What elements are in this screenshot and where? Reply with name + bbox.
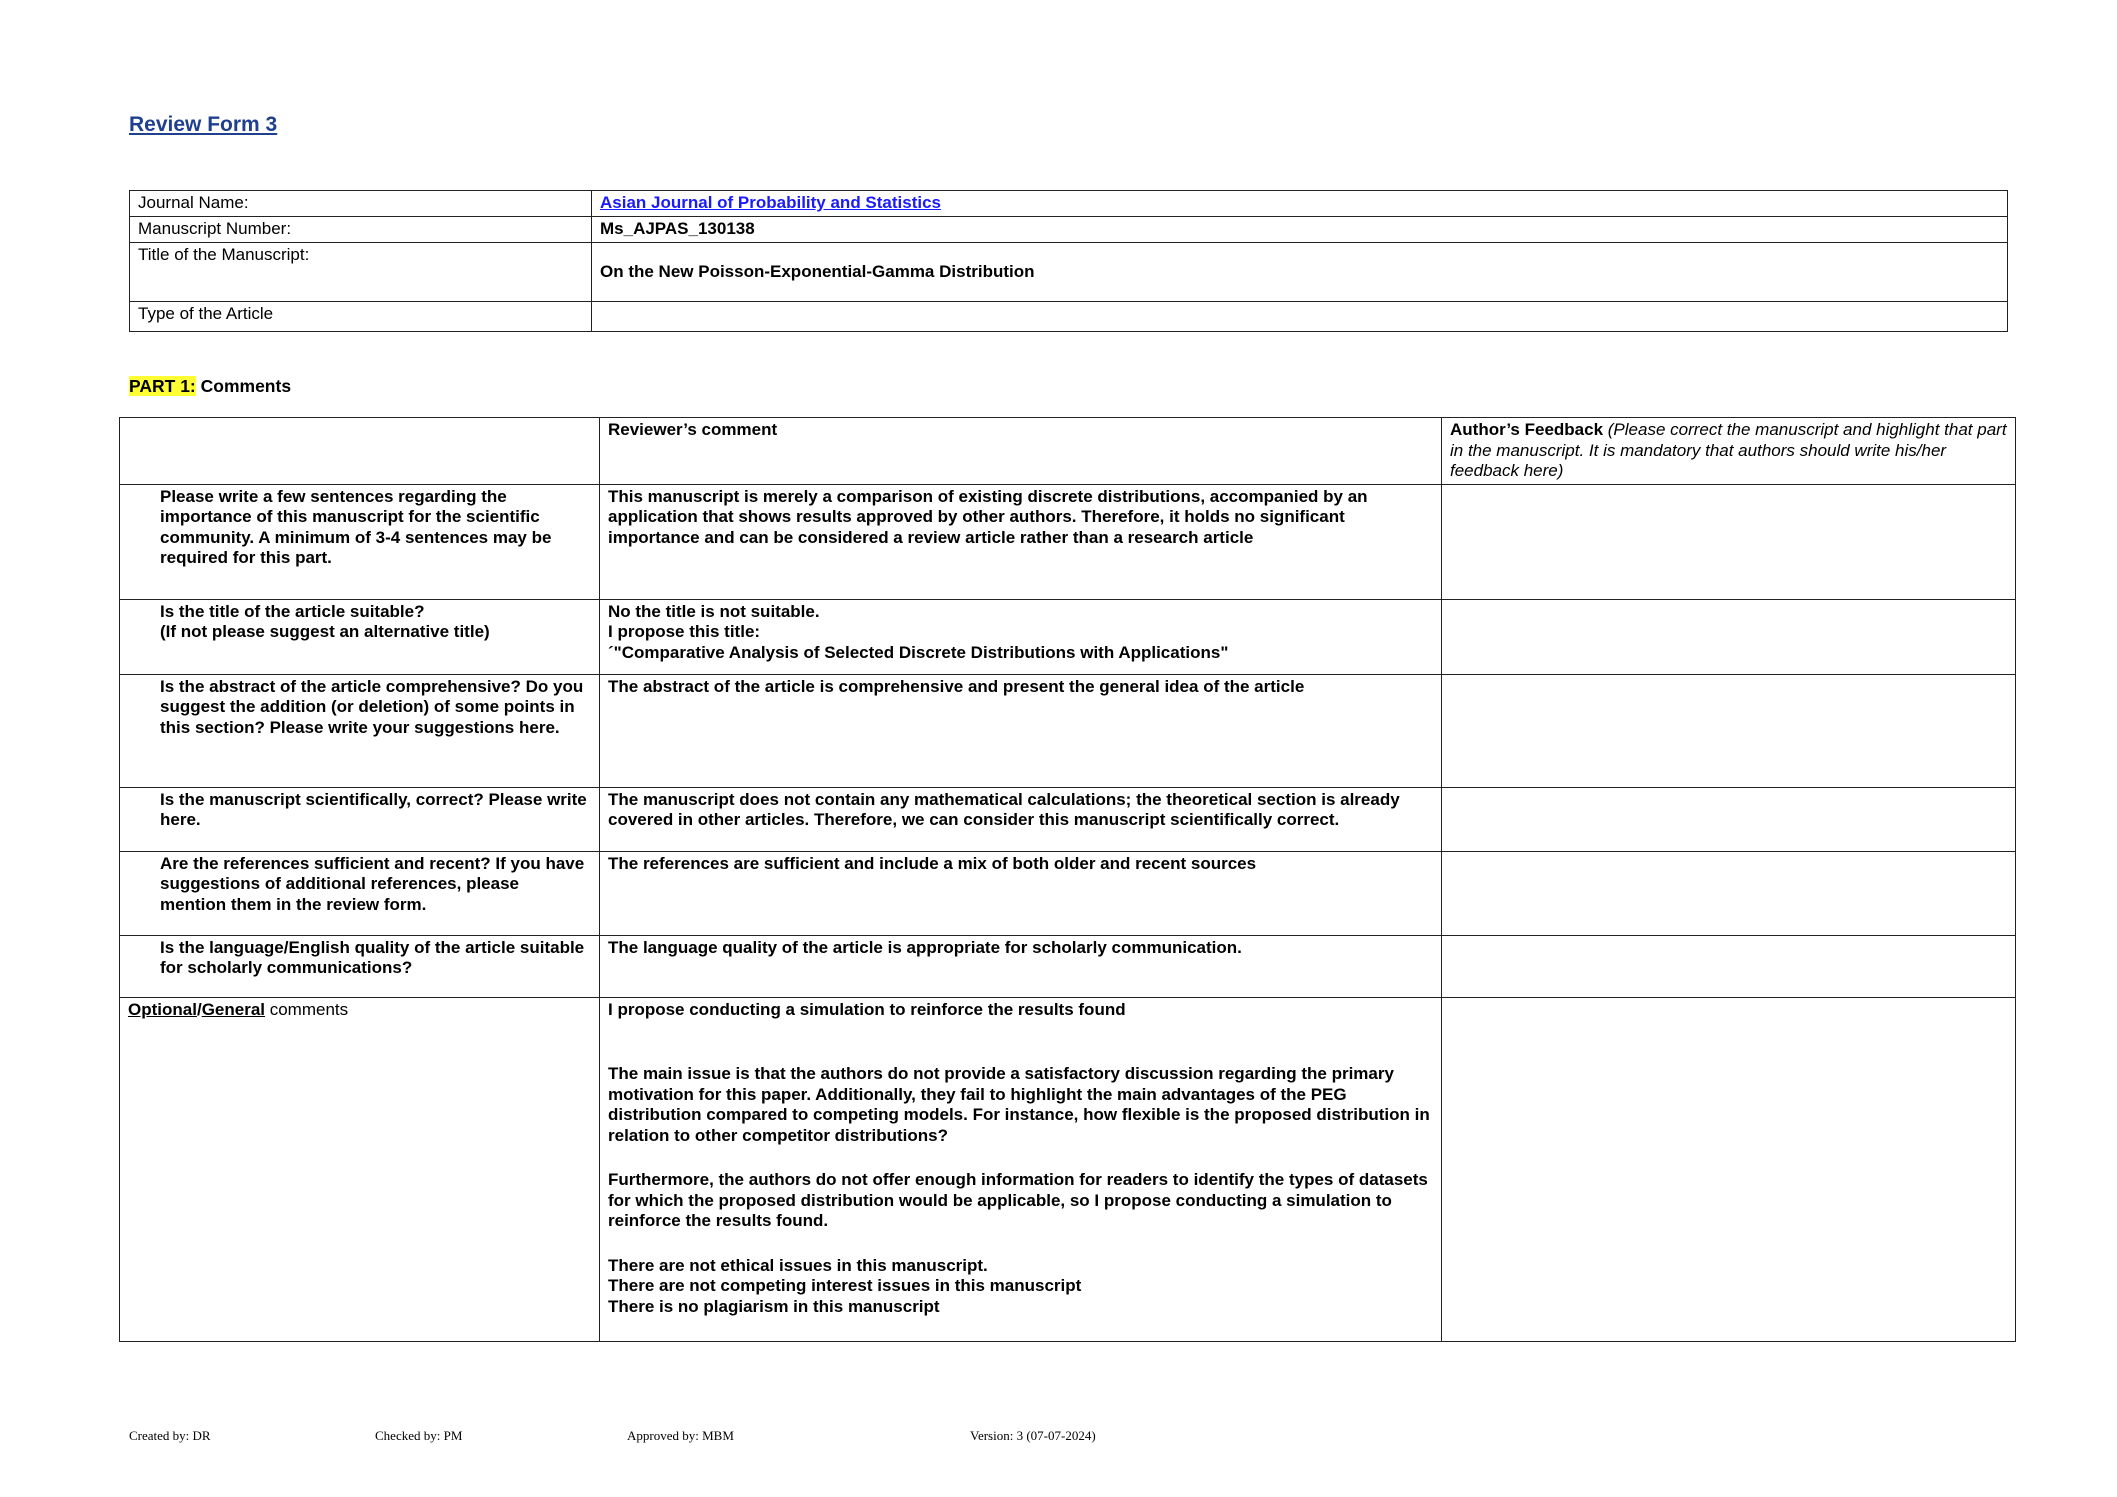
- optional-label-slash: /: [196, 999, 202, 1019]
- table-row: [120, 674, 2016, 787]
- comment-language: The language quality of the article is appropriate for scholarly communication.: [600, 935, 1442, 997]
- feedback-title[interactable]: [1442, 599, 2016, 674]
- feedback-importance[interactable]: [1442, 484, 2016, 599]
- optional-label-general: General: [201, 999, 265, 1019]
- question-language: Is the language/English quality of the article suitable for scholarly communications?: [120, 935, 600, 997]
- type-row: [130, 302, 2008, 332]
- journal-label: Journal Name:: [130, 191, 592, 217]
- feedback-language[interactable]: [1442, 935, 2016, 997]
- comment-references: The references are sufficient and include a mix of both older and recent sources: [600, 851, 1442, 935]
- feedback-abstract[interactable]: [1442, 674, 2016, 787]
- feedback-optional[interactable]: [1442, 997, 2016, 1341]
- optional-paragraph-1: I propose conducting a simulation to reinforce the results found: [608, 999, 1126, 1019]
- table-row: [120, 935, 2016, 997]
- optional-ethics-line: There are not ethical issues in this manuscript.: [608, 1255, 988, 1275]
- title-row: [130, 243, 2008, 302]
- optional-row: [120, 997, 2016, 1341]
- feedback-references[interactable]: [1442, 851, 2016, 935]
- form-title[interactable]: Review Form 3: [129, 113, 278, 136]
- author-feedback-title: Author’s Feedback: [1450, 420, 1604, 439]
- optional-interest-line: There are not competing interest issues in this manuscript: [608, 1276, 1082, 1295]
- optional-plagiarism-line: There is no plagiarism in this manuscript: [608, 1296, 940, 1316]
- manuscript-info-table: [129, 190, 2008, 332]
- question-title-line2: (If not please suggest an alternative title): [160, 622, 490, 641]
- reviewer-comment-header: Reviewer’s comment: [600, 418, 1442, 485]
- footer-checked: Checked by: PM: [375, 1428, 463, 1443]
- part-heading: [129, 376, 291, 397]
- comment-optional: [600, 997, 1442, 1341]
- author-feedback-note: (Please correct the manuscript and highlight that part in the manuscript. It is mandatory that authors should write his/her feedback here): [1450, 420, 2007, 480]
- table-row: [120, 851, 2016, 935]
- comments-table: [119, 417, 2016, 1342]
- footer-created: Created by: DR: [129, 1428, 211, 1443]
- optional-paragraph-3: Furthermore, the authors do not offer enough information for readers to identify the types of datasets for which the proposed distribution would be applicable, so I propose conducting a simulation to reinforce the results found.: [608, 1170, 1428, 1230]
- part-label: PART 1:: [129, 376, 196, 396]
- header-empty: [120, 418, 600, 485]
- comment-title-line3: ´"Comparative Analysis of Selected Discrete Distributions with Applications": [608, 642, 1229, 662]
- optional-label-rest: comments: [265, 999, 349, 1019]
- manuscript-label: Manuscript Number:: [130, 217, 592, 243]
- table-row: [120, 599, 2016, 674]
- question-references: Are the references sufficient and recent? If you have suggestions of additional references, please mention them in the review form.: [120, 851, 600, 935]
- optional-paragraph-2: The main issue is that the authors do not provide a satisfactory discussion regarding the primary motivation for this paper. Additionally, they fail to highlight the main advantages of the PEG distribution compared to competing models. For instance, how flexible is the proposed distribution in relation to other competitor distributions?: [608, 1064, 1430, 1145]
- author-feedback-header: [1442, 418, 2016, 485]
- optional-label-optional: Optional: [128, 999, 197, 1019]
- table-row: [120, 787, 2016, 851]
- comment-abstract: The abstract of the article is comprehensive and present the general idea of the article: [600, 674, 1442, 787]
- journal-row: [130, 191, 2008, 217]
- comment-scientific: The manuscript does not contain any mathematical calculations; the theoretical section is already covered in other articles. Therefore, we can consider this manuscript scientifically correct.: [600, 787, 1442, 851]
- question-title-line1: Is the title of the article suitable?: [160, 601, 425, 621]
- comment-importance: This manuscript is merely a comparison of existing discrete distributions, accompanied by an application that shows results approved by other authors. Therefore, it holds no significant importance and can be considered a review article rather than a research article: [600, 484, 1442, 599]
- journal-link[interactable]: Asian Journal of Probability and Statistics: [600, 193, 942, 212]
- journal-value-cell: [592, 191, 2008, 217]
- manuscript-value: Ms_AJPAS_130138: [592, 217, 2008, 243]
- question-abstract: Is the abstract of the article comprehensive? Do you suggest the addition (or deletion) of some points in this section? Please write your suggestions here.: [120, 674, 600, 787]
- comment-title-line1: No the title is not suitable.: [608, 601, 820, 621]
- comment-title: [600, 599, 1442, 674]
- question-scientific: Is the manuscript scientifically, correct? Please write here.: [120, 787, 600, 851]
- type-label: Type of the Article: [130, 302, 592, 332]
- part-text: Comments: [195, 376, 292, 396]
- question-importance: Please write a few sentences regarding the importance of this manuscript for the scientific community. A minimum of 3-4 sentences may be required for this part.: [120, 484, 600, 599]
- question-title: [120, 599, 600, 674]
- footer-approved: Approved by: MBM: [627, 1428, 734, 1443]
- header-row: [120, 418, 2016, 485]
- title-label: Title of the Manuscript:: [130, 243, 592, 302]
- optional-label: [120, 997, 600, 1341]
- title-value: On the New Poisson-Exponential-Gamma Distribution: [592, 243, 2008, 302]
- type-value[interactable]: [592, 302, 2008, 332]
- feedback-scientific[interactable]: [1442, 787, 2016, 851]
- comment-title-line2: I propose this title:: [608, 622, 761, 641]
- manuscript-row: [130, 217, 2008, 243]
- footer-version: Version: 3 (07-07-2024): [970, 1428, 1096, 1443]
- table-row: [120, 484, 2016, 599]
